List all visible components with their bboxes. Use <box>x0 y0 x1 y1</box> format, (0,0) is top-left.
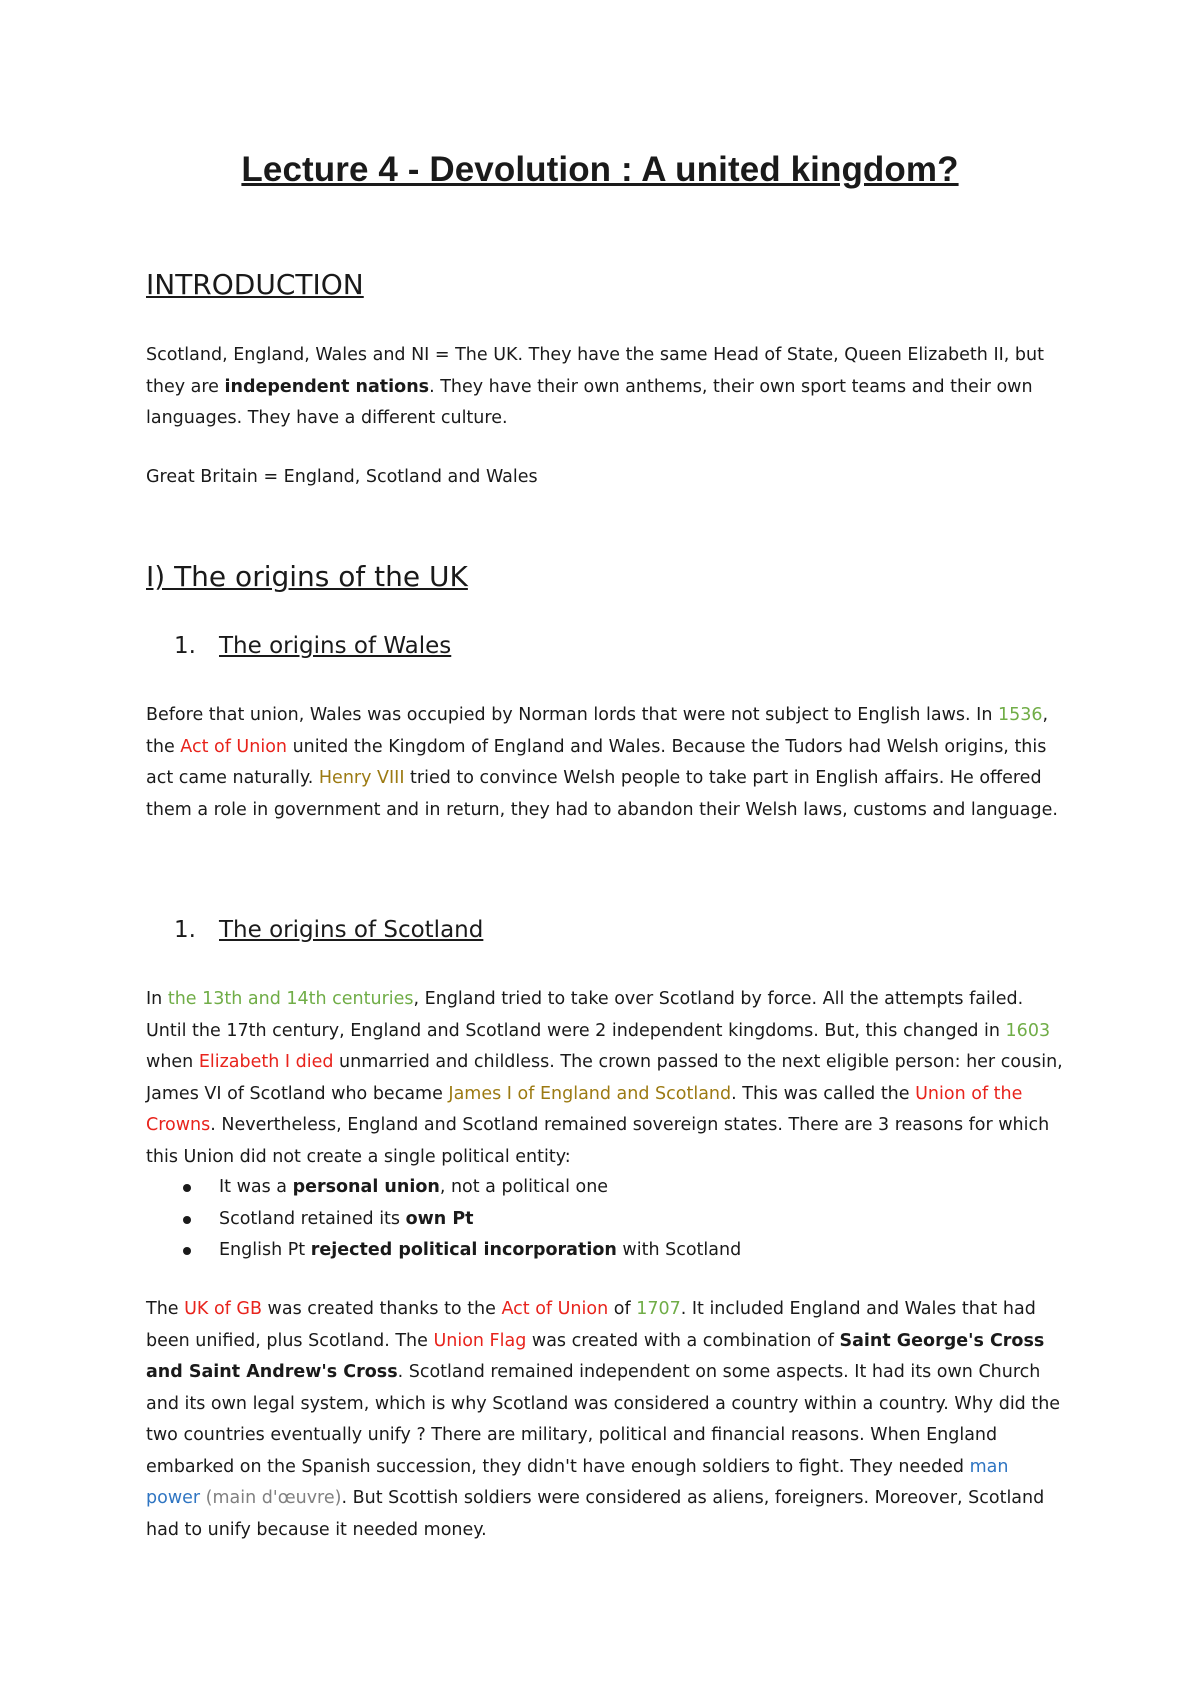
highlight-year: 1603 <box>1005 1020 1051 1041</box>
highlight-year: 1707 <box>636 1299 681 1319</box>
subsection-scotland-heading <box>174 917 483 943</box>
text-run: Scotland retained its <box>219 1208 406 1229</box>
highlight-term: man power <box>146 1456 1009 1508</box>
subsection-title: The origins of Scotland <box>219 917 484 943</box>
text-run: , not a political one <box>439 1177 609 1197</box>
text-run: , England tried to take over Scotland by force. All the attempts failed. Until the 17th century, England and Scotland were 2 independent kingdoms. But, this changed in <box>146 989 1024 1041</box>
highlight-entity: UK of GB <box>184 1299 262 1319</box>
bold-text: rejected political incorporation <box>310 1240 617 1260</box>
text-run: . They have their own anthems, their own sport teams and their own languages. They have a different culture. <box>146 376 1033 428</box>
wales-paragraph <box>146 700 1066 826</box>
subsection-wales-heading <box>174 633 451 659</box>
highlight-act: Act of Union <box>180 736 287 757</box>
bullet-icon <box>183 1184 191 1192</box>
text-run: . Scotland remained independent on some aspects. It had its own Church and its own legal system, which is why Scotland was considered a country within a country. Why did the two countries eventually unify ? There are military, political and financial reasons. When England embarked on the Spanish succession, they didn't have enough soldiers to fight. They needed <box>146 1362 1061 1477</box>
scotland-paragraph-1 <box>146 984 1066 1173</box>
subsection-title: The origins of Wales <box>219 633 452 659</box>
text-run: It was a <box>219 1177 293 1197</box>
text-run: The <box>146 1299 185 1319</box>
text-run: . But Scottish soldiers were considered as aliens, foreigners. Moreover, Scotland had to unify because it needed money. <box>146 1488 1045 1540</box>
scotland-paragraph-2 <box>146 1294 1066 1546</box>
list-item <box>183 1204 1063 1236</box>
highlight-person: James I of England and Scotland <box>448 1083 732 1104</box>
highlight-year: 1536 <box>998 705 1043 725</box>
highlight-flag: Union Flag <box>433 1330 527 1351</box>
text-run: , the <box>146 705 1049 757</box>
list-number: 1. <box>174 633 196 659</box>
bold-text: Saint George's Cross and Saint Andrew's Cross <box>146 1330 1045 1382</box>
text-run: was created with a combination of <box>526 1330 840 1351</box>
bullet-icon <box>183 1247 191 1255</box>
text-run: Scotland, England, Wales and NI = The UK. They have the same Head of State, Queen Elizabeth II, but they are <box>146 345 1044 397</box>
text-run: united the Kingdom of England and Wales. Because the Tudors had Welsh origins, this act came naturally. <box>146 736 1047 788</box>
great-britain-paragraph: Great Britain = England, Scotland and Wales <box>146 467 538 487</box>
reasons-list <box>183 1172 1063 1267</box>
highlight-event: Union of the Crowns <box>146 1083 1023 1135</box>
list-item <box>183 1235 1063 1267</box>
highlight-person: Henry VIII <box>318 768 405 788</box>
text-run: tried to convince Welsh people to take part in English affairs. He offered them a role in government and in return, they had to abandon their Welsh laws, customs and language. <box>146 768 1058 820</box>
text-run: . It included England and Wales that had been unified, plus Scotland. The <box>146 1299 1036 1351</box>
page-title: Lecture 4 - Devolution : A united kingdom? <box>241 150 959 189</box>
text-run: English Pt <box>219 1240 311 1260</box>
bullet-icon <box>183 1216 191 1224</box>
text-run: when <box>146 1052 199 1072</box>
translation-text: (main d'œuvre) <box>205 1488 342 1508</box>
bold-text: own Pt <box>405 1208 474 1229</box>
text-run: unmarried and childless. The crown passed to the next eligible person: her cousin, James VI of Scotland who became <box>146 1052 1063 1104</box>
introduction-paragraph <box>146 340 1066 435</box>
text-run: . This was called the <box>731 1083 916 1104</box>
text-run: was created thanks to the <box>261 1299 502 1319</box>
list-number: 1. <box>174 917 196 943</box>
bold-text: independent nations <box>224 376 430 397</box>
text-run: Before that union, Wales was occupied by Norman lords that were not subject to English laws. In <box>146 705 998 725</box>
highlight-date: the 13th and 14th centuries <box>167 989 414 1009</box>
list-item <box>183 1172 1063 1204</box>
introduction-heading: INTRODUCTION <box>146 268 364 301</box>
text-run: with Scotland <box>616 1240 742 1260</box>
text-run: . Nevertheless, England and Scotland remained sovereign states. There are 3 reasons for which this Union did not create a single political entity: <box>146 1115 1050 1167</box>
section-origins-uk-heading: I) The origins of the UK <box>146 560 468 593</box>
text-run: In <box>146 989 168 1009</box>
highlight-act: Act of Union <box>501 1299 609 1319</box>
text-run: of <box>608 1299 637 1319</box>
highlight-event: Elizabeth I died <box>198 1052 334 1072</box>
bold-text: personal union <box>292 1177 440 1197</box>
